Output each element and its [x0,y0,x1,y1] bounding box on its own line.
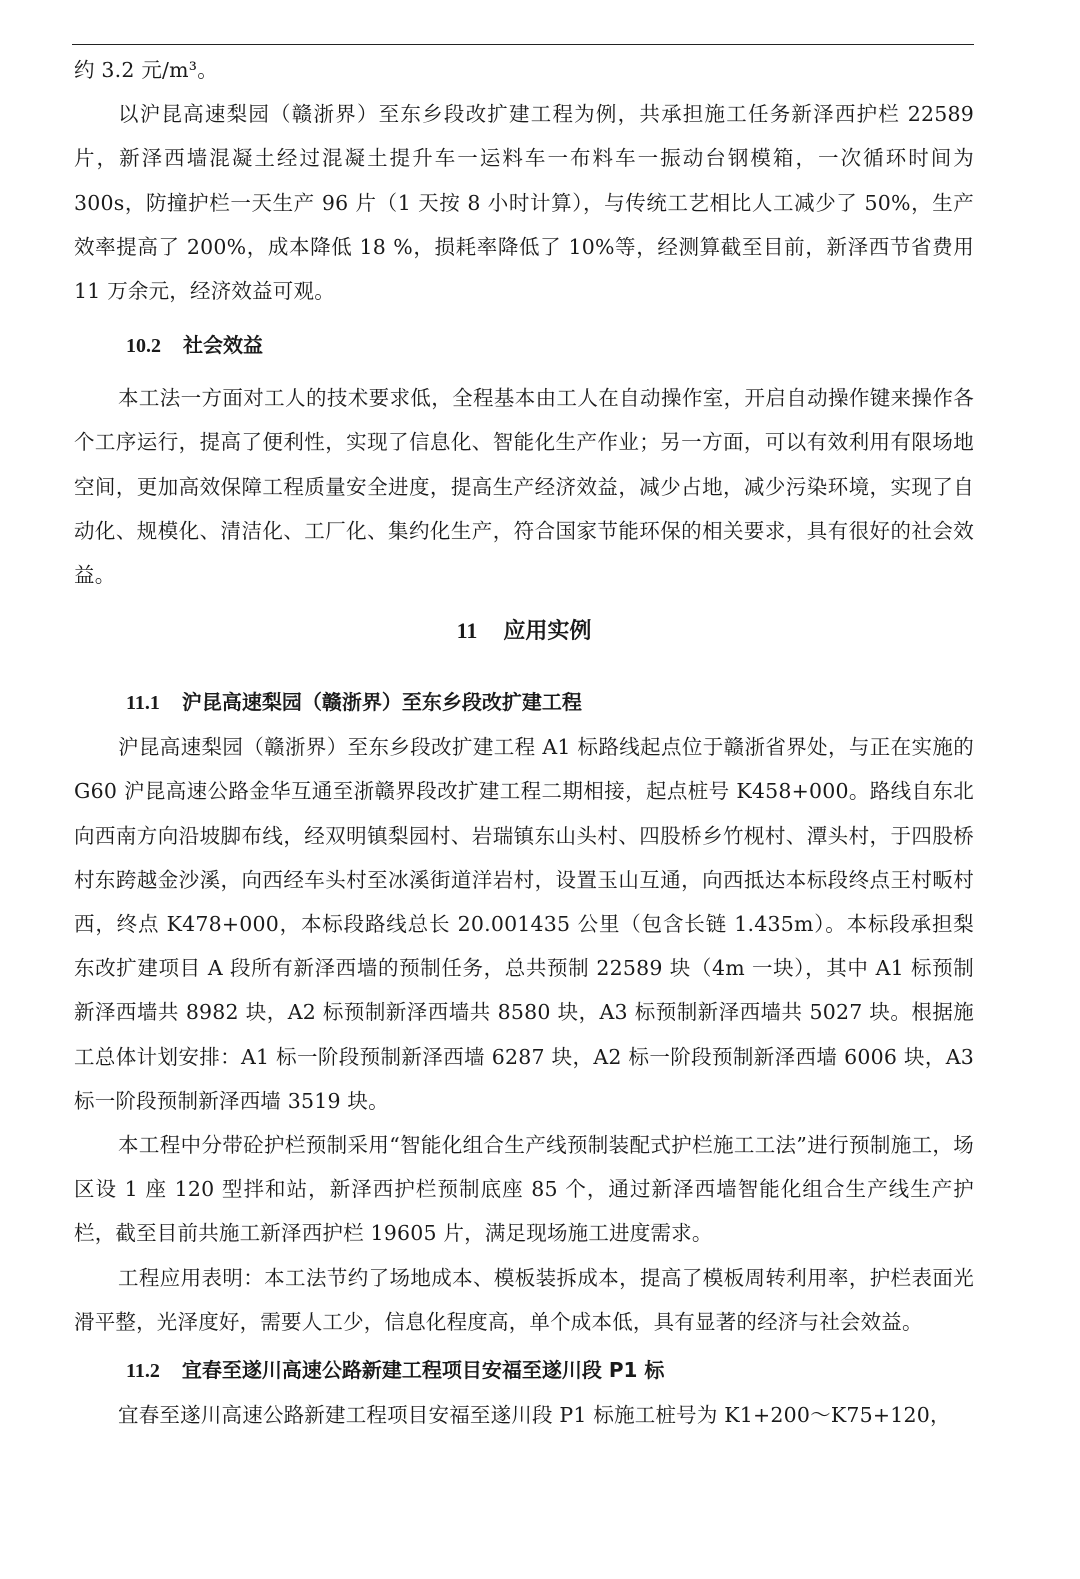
heading-number: 10.2 [126,335,161,358]
paragraph-11-1-construction: 本工程中分带砼护栏预制采用“智能化组合生产线预制装配式护栏施工工法”进行预制施工，场区设 1 座 120 型拌和站，新泽西护栏预制底座 85 个，通过新泽西墙智能化组合生产线生产护栏，截至目前共施工新泽西护栏 19605 片，满足现场施工进度需求。 [74,1133,974,1246]
heading-number: 11.1 [126,692,160,715]
header-rule [72,44,974,45]
heading-title: 应用实例 [503,619,592,645]
paragraph-11-2-start: 宜春至遂川高速公路新建工程项目安福至遂川段 P1 标施工桩号为 K1+200～K75+120， [118,1403,951,1428]
heading-title: 社会效益 [183,333,263,358]
paragraph-economic-benefit: 以沪昆高速梨园（赣浙界）至东乡段改扩建工程为例，共承担施工任务新泽西护栏 22589 片，新泽西墙混凝土经过混凝土提升车一运料车一布料车一振动台钢模箱，一次循环时间为 300s，防撞护栏一天生产 96 片（1 天按 8 小时计算），与传统工艺相比人工减少了 50%，生产效率提高了 200%，成本降低 18 %，损耗率降低了 10%等，经测算截至目前，新泽西节省费用 11 万余元，经济效益可观。 [74,102,974,304]
paragraph-11-1-project-overview: 沪昆高速梨园（赣浙界）至东乡段改扩建工程 A1 标路线起点位于赣浙省界处，与正在实施的 G60 沪昆高速公路金华互通至浙赣界段改扩建工程二期相接，起点桩号 K458+000。路线自东北向西南方向沿坡脚布线，经双明镇梨园村、岩瑞镇东山头村、四股桥乡竹枧村、潭头村，于四股桥村东跨越金沙溪，向西经车头村至冰溪街道洋岩村，设置玉山互通，向西抵达本标段终点王村畈村西，终点 K478+000，本标段路线总长 20.001435 公里（包含长链 1.435m）。本标段承担梨东改扩建项目 A 段所有新泽西墙的预制任务，总共预制 22589 块（4m 一块），其中 A1 标预制新泽西墙共 8982 块，A2 标预制新泽西墙共 8580 块，A3 标预制新泽西墙共 5027 块。根据施工总体计划安排：A1 标一阶段预制新泽西墙 6287 块，A2 标一阶段预制新泽西墙 6006 块，A3 标一阶段预制新泽西墙 3519 块。 [74,735,974,1113]
paragraph-continuation: 约 3.2 元/m³。 [74,58,218,82]
heading-10-2 [74,323,974,368]
heading-number: 11 [456,618,478,644]
page-content [74,48,974,1437]
heading-title: 沪昆高速梨园（赣浙界）至东乡段改扩建工程 [181,690,582,715]
heading-number: 11.2 [126,1360,160,1383]
paragraph-11-1-conclusion: 工程应用表明：本工法节约了场地成本、模板装拆成本，提高了模板周转利用率，护栏表面光滑平整，光泽度好，需要人工少，信息化程度高，单个成本低，具有显著的经济与社会效益。 [74,1265,974,1334]
heading-title: 宜春至遂川高速公路新建工程项目安福至遂川段 P1 标 [181,1358,665,1383]
heading-11-2 [74,1348,974,1393]
heading-11 [74,605,974,658]
heading-11-1 [74,680,974,725]
paragraph-social-benefit: 本工法一方面对工人的技术要求低，全程基本由工人在自动操作室，开启自动操作键来操作各个工序运行，提高了便利性，实现了信息化、智能化生产作业；另一方面，可以有效利用有限场地空间，更加高效保障工程质量安全进度，提高生产经济效益，减少占地，减少污染环境，实现了自动化、规模化、清洁化、工厂化、集约化生产，符合国家节能环保的相关要求，具有很好的社会效益。 [74,386,974,588]
